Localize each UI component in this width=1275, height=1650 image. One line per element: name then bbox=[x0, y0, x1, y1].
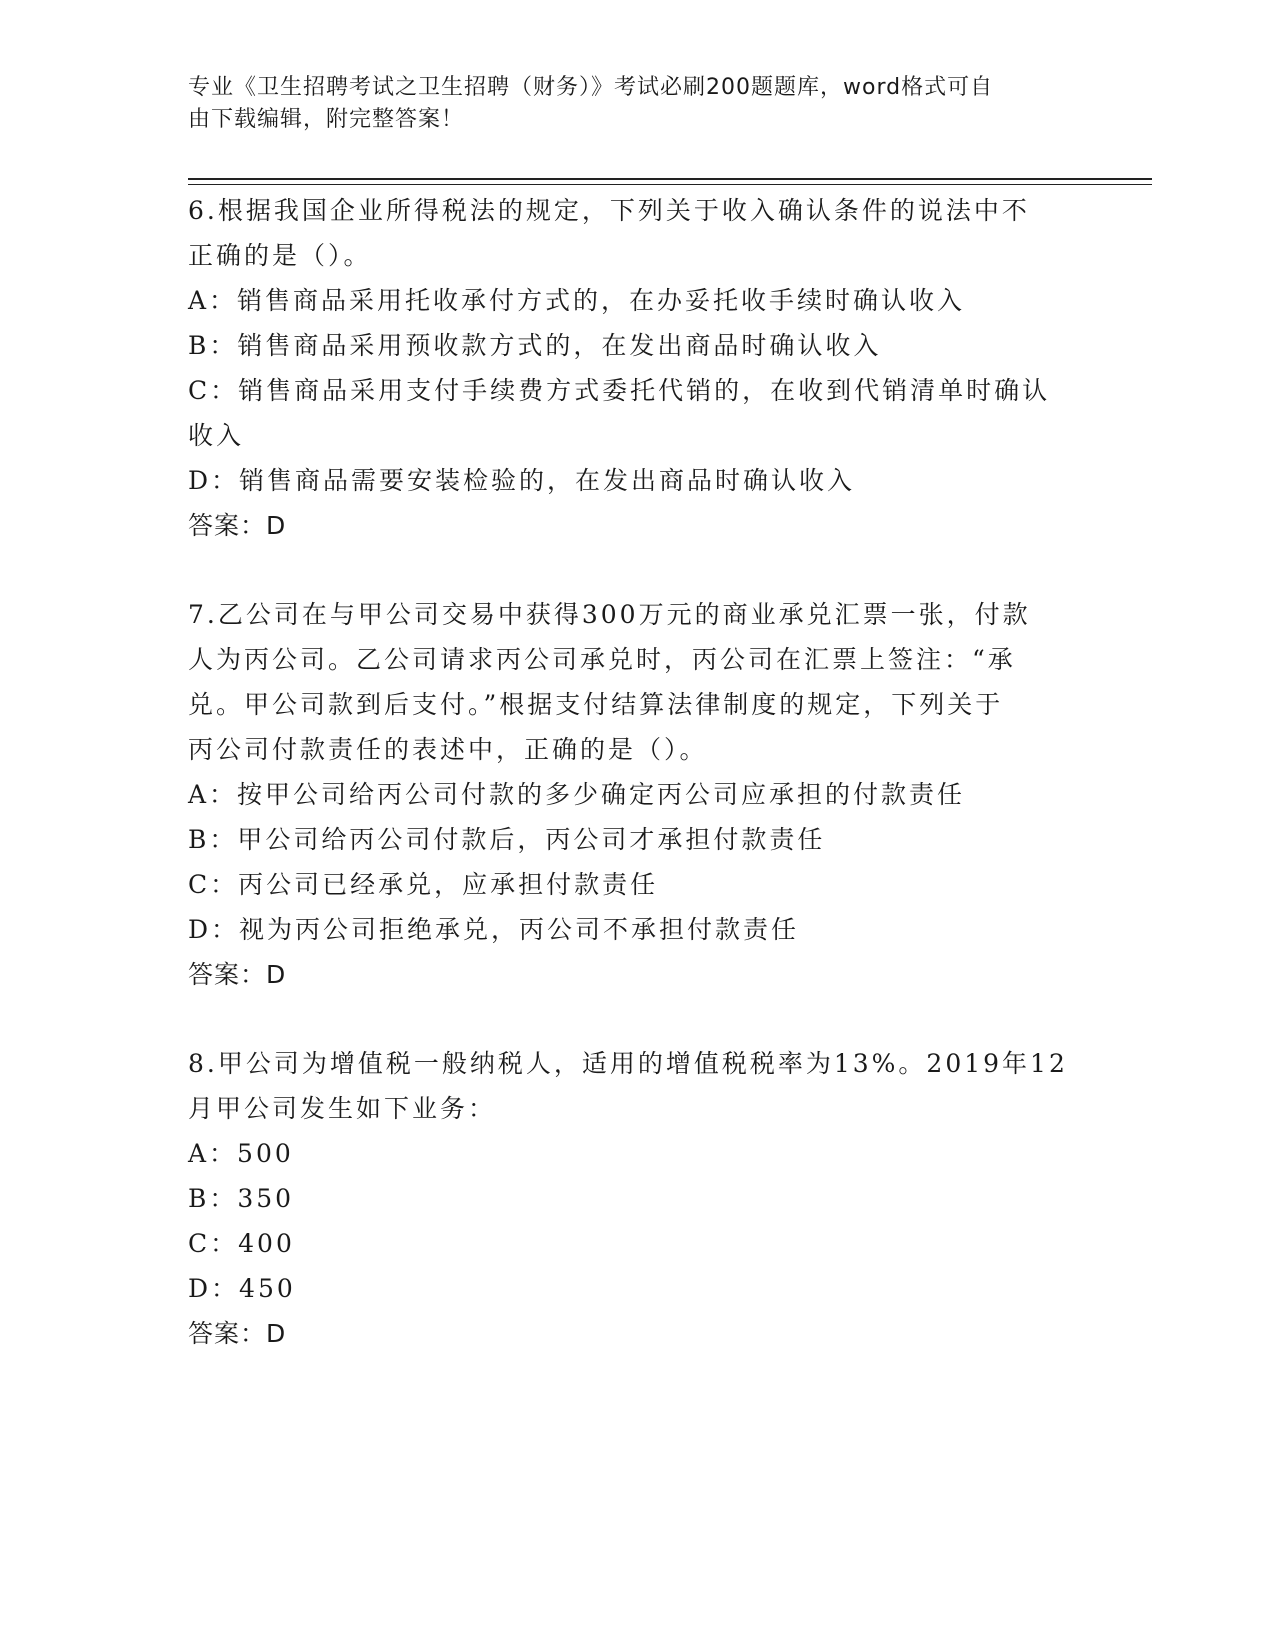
option-c-continued: 收入 bbox=[188, 421, 245, 450]
option-a: A：销售商品采用托收承付方式的，在办妥托收手续时确认收入 bbox=[188, 286, 966, 315]
answer-label: 答案：D bbox=[188, 1319, 287, 1348]
answer-label: 答案：D bbox=[188, 960, 287, 989]
option-a: A：500 bbox=[188, 1139, 294, 1168]
document-header bbox=[188, 72, 1068, 136]
header-rule-thin bbox=[188, 184, 1152, 185]
option-b: B：350 bbox=[188, 1184, 295, 1213]
question-stem-line: 8.甲公司为增值税一般纳税人，适用的增值税税率为13%。2019年12 bbox=[188, 1049, 1068, 1078]
question-list bbox=[188, 188, 1088, 1400]
option-c: C：销售商品采用支付手续费方式委托代销的，在收到代销清单时确认 bbox=[188, 376, 1051, 405]
question-stem-line: 月甲公司发生如下业务： bbox=[188, 1094, 497, 1123]
question-stem-line: 6.根据我国企业所得税法的规定，下列关于收入确认条件的说法中不 bbox=[188, 196, 1030, 225]
option-a: A：按甲公司给丙公司付款的多少确定丙公司应承担的付款责任 bbox=[188, 780, 966, 809]
option-d: D：450 bbox=[188, 1274, 296, 1303]
question-stem-line: 人为丙公司。乙公司请求丙公司承兑时，丙公司在汇票上签注：“承 bbox=[188, 645, 1016, 674]
option-d: D：视为丙公司拒绝承兑，丙公司不承担付款责任 bbox=[188, 915, 800, 944]
header-line-2: 由下载编辑，附完整答案！ bbox=[188, 107, 465, 132]
question-stem-line: 正确的是（）。 bbox=[188, 241, 372, 270]
question-8 bbox=[188, 1041, 1088, 1356]
header-line-1: 专业《卫生招聘考试之卫生招聘（财务）》考试必刷200题题库，word格式可自 bbox=[188, 75, 994, 100]
option-d: D：销售商品需要安装检验的，在发出商品时确认收入 bbox=[188, 466, 856, 495]
question-6 bbox=[188, 188, 1088, 548]
header-rule-thick bbox=[188, 178, 1152, 180]
question-stem-line: 丙公司付款责任的表述中，正确的是（）。 bbox=[188, 735, 708, 764]
answer-label: 答案：D bbox=[188, 511, 287, 540]
question-stem-line: 兑。甲公司款到后支付。”根据支付结算法律制度的规定，下列关于 bbox=[188, 690, 1004, 719]
question-stem-line: 7.乙公司在与甲公司交易中获得300万元的商业承兑汇票一张，付款 bbox=[188, 600, 1031, 629]
question-7 bbox=[188, 592, 1088, 997]
option-c: C：400 bbox=[188, 1229, 295, 1258]
option-b: B：销售商品采用预收款方式的，在发出商品时确认收入 bbox=[188, 331, 882, 360]
option-b: B：甲公司给丙公司付款后，丙公司才承担付款责任 bbox=[188, 825, 826, 854]
option-c: C：丙公司已经承兑，应承担付款责任 bbox=[188, 870, 659, 899]
